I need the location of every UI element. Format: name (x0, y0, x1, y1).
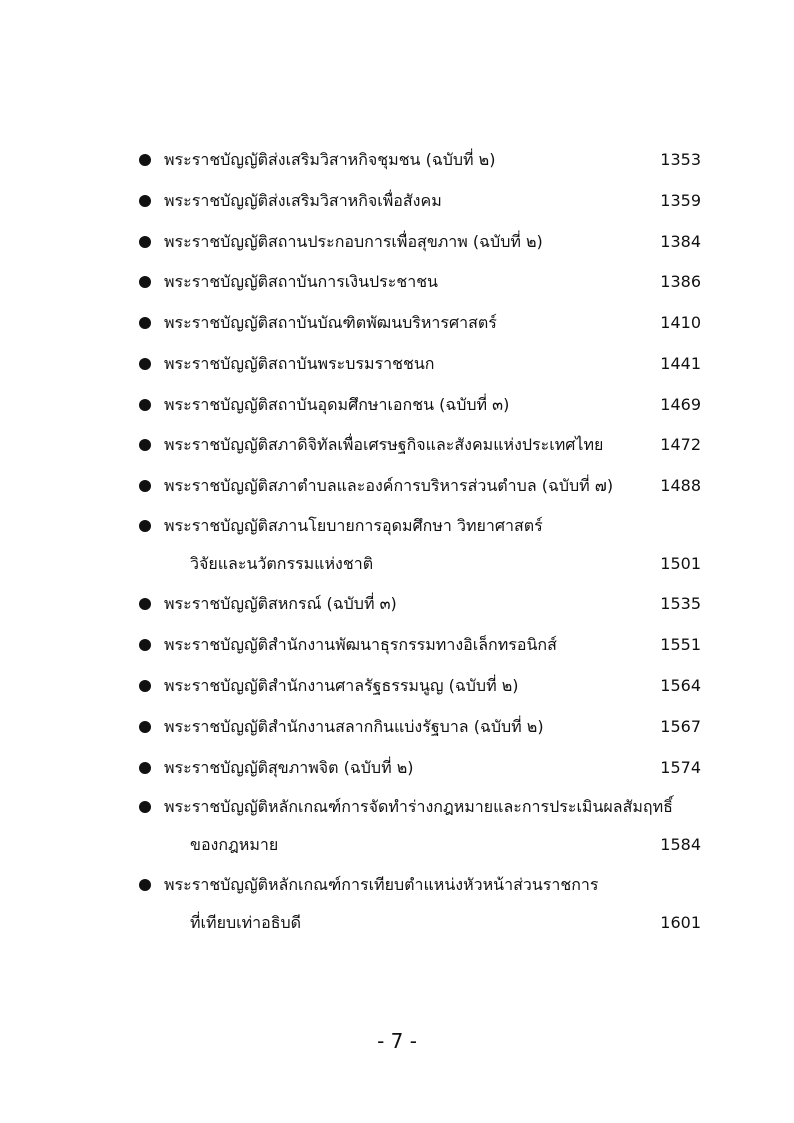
bullet-icon (139, 439, 151, 451)
entry-page: 1353 (660, 150, 701, 169)
bullet-icon (139, 639, 151, 651)
entry-page: 1488 (660, 476, 701, 495)
entry-page: 1472 (660, 435, 701, 454)
entry-page: 1410 (660, 313, 701, 332)
toc-entry (0, 230, 794, 254)
toc-entry (0, 352, 794, 376)
bullet-icon (139, 801, 151, 813)
toc-entry (0, 474, 794, 498)
entry-page: 1567 (660, 717, 701, 736)
entry-page: 1601 (660, 913, 701, 932)
entry-title: พระราชบัญญัติสถาบันอุดมศึกษาเอกชน (ฉบับที่ ๓) (164, 395, 510, 414)
bullet-icon (139, 154, 151, 166)
toc-entry (0, 873, 794, 937)
bullet-icon (139, 520, 151, 532)
bullet-icon (139, 317, 151, 329)
entry-page: 1535 (660, 594, 701, 613)
entry-title: พระราชบัญญัติส่งเสริมวิสาหกิจชุมชน (ฉบับที่ ๒) (164, 150, 496, 169)
toc-entry (0, 270, 794, 294)
entry-title: พระราชบัญญัติสถานประกอบการเพื่อสุขภาพ (ฉบับที่ ๒) (164, 232, 543, 251)
entry-page: 1441 (660, 354, 701, 373)
entry-page: 1359 (660, 191, 701, 210)
page-number: - 7 - (377, 1029, 417, 1053)
toc-entry (0, 433, 794, 457)
entry-page: 1469 (660, 395, 701, 414)
bullet-icon (139, 598, 151, 610)
toc-entry (0, 715, 794, 739)
entry-page: 1584 (660, 835, 701, 854)
entry-page: 1384 (660, 232, 701, 251)
bullet-icon (139, 195, 151, 207)
toc-entry (0, 514, 794, 578)
toc-entry (0, 189, 794, 213)
entry-title: พระราชบัญญัติสำนักงานพัฒนาธุรกรรมทางอิเล็กทรอนิกส์ (164, 635, 557, 654)
entry-title: พระราชบัญญัติสภาดิจิทัลเพื่อเศรษฐกิจและสังคมแห่งประเทศไทย (164, 435, 604, 454)
entry-page: 1551 (660, 635, 701, 654)
entry-page: 1564 (660, 676, 701, 695)
toc-entry (0, 393, 794, 417)
entry-title-continuation: ของกฎหมาย (190, 835, 279, 854)
entry-page: 1574 (660, 758, 701, 777)
bullet-icon (139, 480, 151, 492)
entry-title: พระราชบัญญัติสำนักงานศาลรัฐธรรมนูญ (ฉบับที่ ๒) (164, 676, 519, 695)
bullet-icon (139, 399, 151, 411)
entry-page: 1501 (660, 554, 701, 573)
entry-page: 1386 (660, 272, 701, 291)
entry-title: พระราชบัญญัติหลักเกณฑ์การเทียบตำแหน่งหัวหน้าส่วนราชการ (164, 875, 599, 894)
bullet-icon (139, 762, 151, 774)
entry-title-continuation: วิจัยและนวัตกรรมแห่งชาติ (190, 554, 374, 573)
bullet-icon (139, 879, 151, 891)
toc-entry (0, 311, 794, 335)
entry-title: พระราชบัญญัติสภาตำบลและองค์การบริหารส่วนตำบล (ฉบับที่ ๗) (164, 476, 614, 495)
entry-title: พระราชบัญญัติสถาบันบัณฑิตพัฒนบริหารศาสตร์ (164, 313, 497, 332)
toc-entry (0, 795, 794, 859)
entry-title: พระราชบัญญัติสำนักงานสลากกินแบ่งรัฐบาล (ฉบับที่ ๒) (164, 717, 544, 736)
entry-title: พระราชบัญญัติส่งเสริมวิสาหกิจเพื่อสังคม (164, 191, 442, 210)
bullet-icon (139, 236, 151, 248)
toc-entry (0, 674, 794, 698)
bullet-icon (139, 721, 151, 733)
entry-title: พระราชบัญญัติสุขภาพจิต (ฉบับที่ ๒) (164, 758, 414, 777)
entry-title-continuation: ที่เทียบเท่าอธิบดี (190, 913, 302, 932)
entry-title: พระราชบัญญัติหลักเกณฑ์การจัดทำร่างกฎหมายและการประเมินผลสัมฤทธิ์ (164, 797, 673, 816)
bullet-icon (139, 358, 151, 370)
toc-entry (0, 592, 794, 616)
bullet-icon (139, 276, 151, 288)
entry-title: พระราชบัญญัติสถาบันการเงินประชาชน (164, 272, 438, 291)
toc-entry (0, 756, 794, 780)
entry-title: พระราชบัญญัติสหกรณ์ (ฉบับที่ ๓) (164, 594, 397, 613)
bullet-icon (139, 680, 151, 692)
toc-entry (0, 148, 794, 172)
toc-entry (0, 633, 794, 657)
entry-title: พระราชบัญญัติสถาบันพระบรมราชชนก (164, 354, 435, 373)
entry-title: พระราชบัญญัติสภานโยบายการอุดมศึกษา วิทยาศาสตร์ (164, 516, 543, 535)
